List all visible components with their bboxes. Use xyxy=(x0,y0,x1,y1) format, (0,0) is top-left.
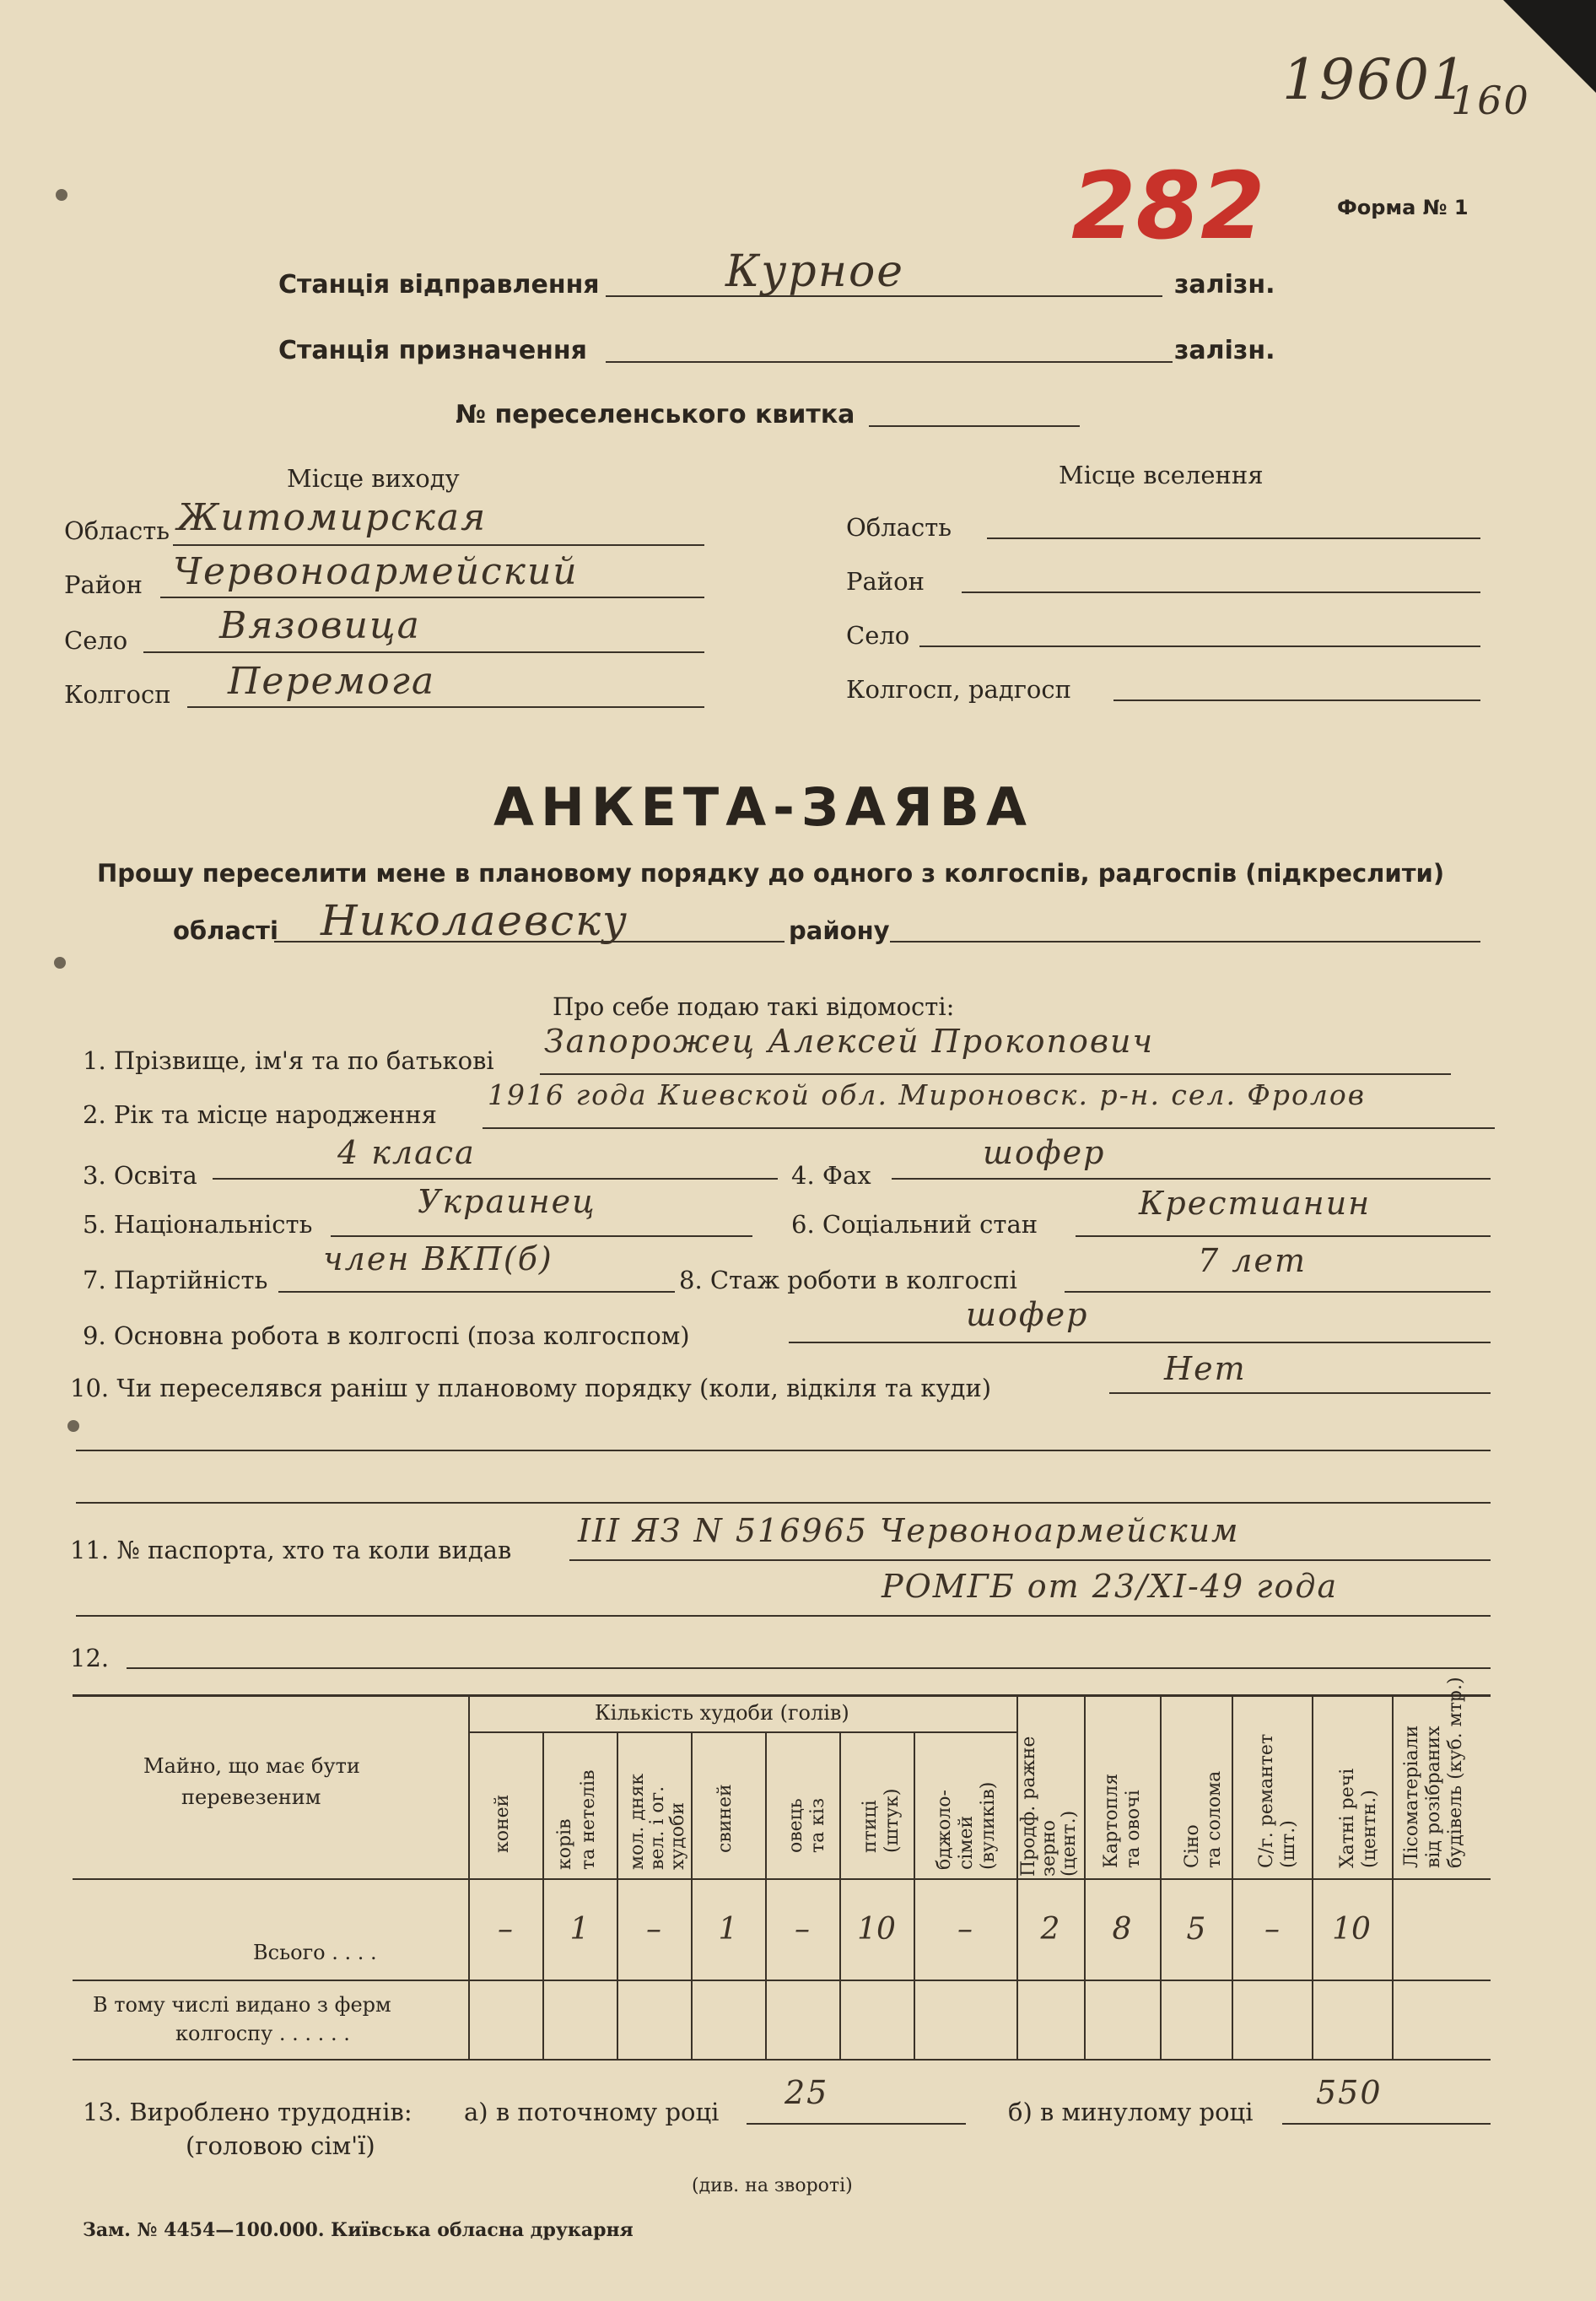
see-reverse-note: (див. на звороті) xyxy=(692,2175,853,2196)
total-cell: – xyxy=(795,1912,810,1947)
table-header-divider xyxy=(73,1878,1491,1880)
q10-value: Нет xyxy=(1164,1350,1247,1387)
q4-label: 4. Фах xyxy=(791,1161,871,1190)
col-header-horses: коней xyxy=(492,1794,513,1853)
origin-kolkhoz-line xyxy=(187,706,704,708)
q12-label: 12. xyxy=(70,1644,110,1672)
origin-district-label: Район xyxy=(64,570,143,599)
q6-line xyxy=(1076,1235,1491,1237)
table-col-divider xyxy=(542,1731,544,2059)
col-header-timber-2: від розібраних xyxy=(1423,1726,1444,1868)
form-number: Форма № 1 xyxy=(1337,196,1469,219)
origin-region-label: Область xyxy=(64,516,170,545)
destination-kolkhoz-label: Колгосп, радгосп xyxy=(846,675,1071,704)
q10-extra-line xyxy=(76,1450,1491,1451)
col-header-cows-2: та нетелів xyxy=(578,1769,599,1870)
col-header-equipment: С/г. ремантет xyxy=(1256,1733,1277,1868)
table-col-divider xyxy=(839,1731,841,2059)
table-col-divider xyxy=(1392,1694,1394,2059)
departure-station-label: Станція відправлення xyxy=(278,270,600,300)
col-header-pigs: свиней xyxy=(714,1784,736,1853)
punch-hole xyxy=(67,1420,79,1432)
q1-label: 1. Прізвище, ім'я та по батькові xyxy=(83,1046,494,1075)
q2-value: 1916 года Киевской обл. Мироновск. р-н. сел. Фролов xyxy=(488,1078,1366,1111)
q9-label: 9. Основна робота в колгоспі (поза колгоспом) xyxy=(83,1321,690,1350)
target-district-line xyxy=(890,941,1480,943)
table-col-divider xyxy=(1232,1694,1233,2059)
col-header-young-cattle: мол. дняк xyxy=(627,1773,648,1870)
table-border-top xyxy=(73,1694,1491,1697)
q5-label: 5. Національність xyxy=(83,1210,313,1239)
q7-line xyxy=(278,1291,675,1293)
col-header-hay: Сіно xyxy=(1182,1824,1203,1868)
printer-imprint: Зам. № 4454—100.000. Київська обласна друкарня xyxy=(83,2219,634,2241)
table-col-divider xyxy=(691,1731,693,2059)
q13-sublabel: (головою сім'ї) xyxy=(186,2131,375,2160)
total-cell: 5 xyxy=(1186,1912,1206,1947)
total-cell: 8 xyxy=(1112,1912,1132,1947)
col-header-grain-3: (цент.) xyxy=(1059,1810,1080,1877)
property-header-line2: перевезеним xyxy=(181,1785,321,1809)
col-header-cows: корів xyxy=(554,1818,575,1870)
total-cell: – xyxy=(1264,1912,1280,1947)
total-cell: 1 xyxy=(569,1912,590,1947)
col-header-bees-3: (вуликів) xyxy=(978,1781,999,1870)
destination-heading: Місце вселення xyxy=(1059,461,1264,489)
col-header-potatoes-2: та овочі xyxy=(1123,1790,1144,1868)
destination-village-label: Село xyxy=(846,621,910,650)
last-year-line xyxy=(1282,2123,1491,2125)
q11-value-line2: РОМГБ от 23/XI-49 года xyxy=(882,1568,1339,1605)
origin-heading: Місце виходу xyxy=(287,464,460,493)
origin-region-value: Житомирская xyxy=(177,496,488,539)
request-text: Прошу переселити мене в плановому порядку до одного з колгоспів, радгоспів (підкреслити) xyxy=(97,859,1445,888)
table-col-divider xyxy=(1160,1694,1162,2059)
row-label-farms-line2: колгоспу . . . . . . xyxy=(175,2022,350,2045)
col-header-potatoes: Картопля xyxy=(1101,1773,1122,1868)
q3-label: 3. Освіта xyxy=(83,1161,197,1190)
destination-district-line xyxy=(962,591,1480,593)
col-header-bees-2: сімей xyxy=(956,1815,977,1870)
origin-kolkhoz-label: Колгосп xyxy=(64,680,171,709)
departure-railway-suffix: залізн. xyxy=(1174,270,1275,300)
livestock-group-line xyxy=(468,1731,1016,1733)
total-cell: 10 xyxy=(857,1912,896,1947)
current-year-label: а) в поточному році xyxy=(464,2098,720,2126)
col-header-sheep-2: та кіз xyxy=(807,1797,828,1853)
q8-line xyxy=(1065,1291,1491,1293)
col-header-sheep: овець xyxy=(785,1798,806,1853)
col-header-household: Хатні речі xyxy=(1337,1768,1358,1868)
table-col-divider xyxy=(1084,1694,1086,2059)
current-year-line xyxy=(747,2123,966,2125)
origin-village-line xyxy=(143,651,704,653)
last-year-value: 550 xyxy=(1316,2074,1383,2111)
punch-hole xyxy=(56,189,67,201)
last-year-label: б) в минулому році xyxy=(1008,2098,1254,2126)
q2-line xyxy=(483,1127,1495,1129)
destination-station-line xyxy=(606,361,1173,363)
resettlement-ticket-label: № переселенського квитка xyxy=(456,400,855,429)
sheet-number: 160 xyxy=(1451,78,1530,123)
q7-value: член ВКП(б) xyxy=(323,1240,553,1277)
q11-extra-line xyxy=(76,1615,1491,1617)
q2-label: 2. Рік та місце народження xyxy=(83,1100,437,1129)
col-header-young-cattle-2: вел. і ог. xyxy=(647,1785,668,1870)
destination-railway-suffix: залізн. xyxy=(1174,336,1275,365)
resettlement-ticket-line xyxy=(869,425,1080,427)
q10-line xyxy=(1109,1392,1491,1394)
q10-label: 10. Чи переселявся раніш у плановому порядку (коли, відкіля та куди) xyxy=(70,1374,992,1402)
q7-label: 7. Партійність xyxy=(83,1266,268,1294)
table-col-divider xyxy=(914,1731,915,2059)
q9-value: шофер xyxy=(966,1296,1089,1333)
destination-village-line xyxy=(919,645,1480,647)
row-label-total: Всього . . . . xyxy=(253,1941,377,1964)
col-header-timber-3: будівель (куб. мтр.) xyxy=(1445,1677,1466,1868)
q13-label: 13. Вироблено трудоднів: xyxy=(83,2098,412,2126)
form-title: АНКЕТА-ЗАЯВА xyxy=(493,776,1033,838)
total-cell: – xyxy=(646,1912,661,1947)
q8-label: 8. Стаж роботи в колгоспі xyxy=(679,1266,1017,1294)
total-cell: 1 xyxy=(718,1912,738,1947)
table-col-divider xyxy=(468,1694,470,2059)
total-cell: – xyxy=(498,1912,513,1947)
q1-line xyxy=(540,1073,1451,1075)
col-header-equipment-2: (шт.) xyxy=(1278,1820,1299,1868)
punch-hole xyxy=(54,957,66,969)
q4-value: шофер xyxy=(983,1134,1106,1171)
total-cell: – xyxy=(957,1912,973,1947)
info-intro: Про себе подаю такі відомості: xyxy=(553,992,955,1021)
q5-line xyxy=(331,1235,752,1237)
archive-number: 19601 xyxy=(1282,47,1468,112)
livestock-group-header: Кількість худоби (голів) xyxy=(595,1701,849,1725)
departure-station-value: Курное xyxy=(725,246,905,297)
col-header-poultry: птиці xyxy=(860,1800,881,1853)
origin-village-value: Вязовица xyxy=(219,604,421,647)
q11-line xyxy=(569,1559,1491,1561)
table-row-divider xyxy=(73,1980,1491,1981)
table-border-bottom xyxy=(73,2059,1491,2061)
destination-station-label: Станція призначення xyxy=(278,336,587,365)
red-case-number: 282 xyxy=(1071,152,1265,260)
origin-district-line xyxy=(160,597,704,598)
q4-line xyxy=(892,1178,1491,1180)
col-header-young-cattle-3: худоби xyxy=(667,1801,688,1870)
destination-region-line xyxy=(987,537,1480,539)
target-region-value: Николаевску xyxy=(321,896,628,945)
origin-kolkhoz-value: Перемога xyxy=(228,660,436,703)
col-header-grain: Продф. ражне xyxy=(1018,1736,1039,1877)
q8-value: 7 лет xyxy=(1198,1242,1307,1279)
table-col-divider xyxy=(1312,1694,1313,2059)
col-header-grain-2: зерно xyxy=(1038,1819,1060,1877)
property-header-line1: Майно, що має бути xyxy=(143,1754,360,1778)
table-col-divider xyxy=(617,1731,618,2059)
q3-value: 4 класа xyxy=(337,1134,476,1171)
destination-region-label: Область xyxy=(846,513,952,542)
q9-line xyxy=(789,1342,1491,1343)
q6-label: 6. Соціальний стан xyxy=(791,1210,1038,1239)
q10-extra-line xyxy=(76,1502,1491,1504)
q3-line xyxy=(213,1178,778,1180)
origin-district-value: Червоноармейский xyxy=(173,550,579,593)
col-header-hay-2: та солома xyxy=(1204,1770,1225,1868)
target-district-label: району xyxy=(789,916,890,945)
q6-value: Крестианин xyxy=(1139,1185,1372,1222)
total-cell: 10 xyxy=(1332,1912,1371,1947)
q1-value: Запорожец Алексей Прокопович xyxy=(544,1023,1155,1060)
q12-line xyxy=(127,1667,1491,1669)
target-region-label: області xyxy=(173,916,278,945)
total-cell: 2 xyxy=(1040,1912,1060,1947)
q5-value: Украинец xyxy=(418,1183,596,1220)
col-header-poultry-2: (штук) xyxy=(882,1788,903,1853)
table-col-divider xyxy=(765,1731,767,2059)
origin-village-label: Село xyxy=(64,626,128,655)
current-year-value: 25 xyxy=(785,2074,829,2111)
col-header-timber: Лісоматеріали xyxy=(1401,1725,1422,1868)
col-header-household-2: (центн.) xyxy=(1359,1790,1380,1868)
col-header-bees: бджоло- xyxy=(934,1790,955,1870)
origin-region-line xyxy=(173,544,704,546)
destination-district-label: Район xyxy=(846,567,925,596)
q11-value-line1: III ЯЗ N 516965 Червоноармейским xyxy=(578,1512,1240,1549)
destination-kolkhoz-line xyxy=(1113,699,1480,701)
row-label-farms-line1: В тому числі видано з ферм xyxy=(93,1993,391,2017)
q11-label: 11. № паспорта, хто та коли видав xyxy=(70,1536,512,1564)
